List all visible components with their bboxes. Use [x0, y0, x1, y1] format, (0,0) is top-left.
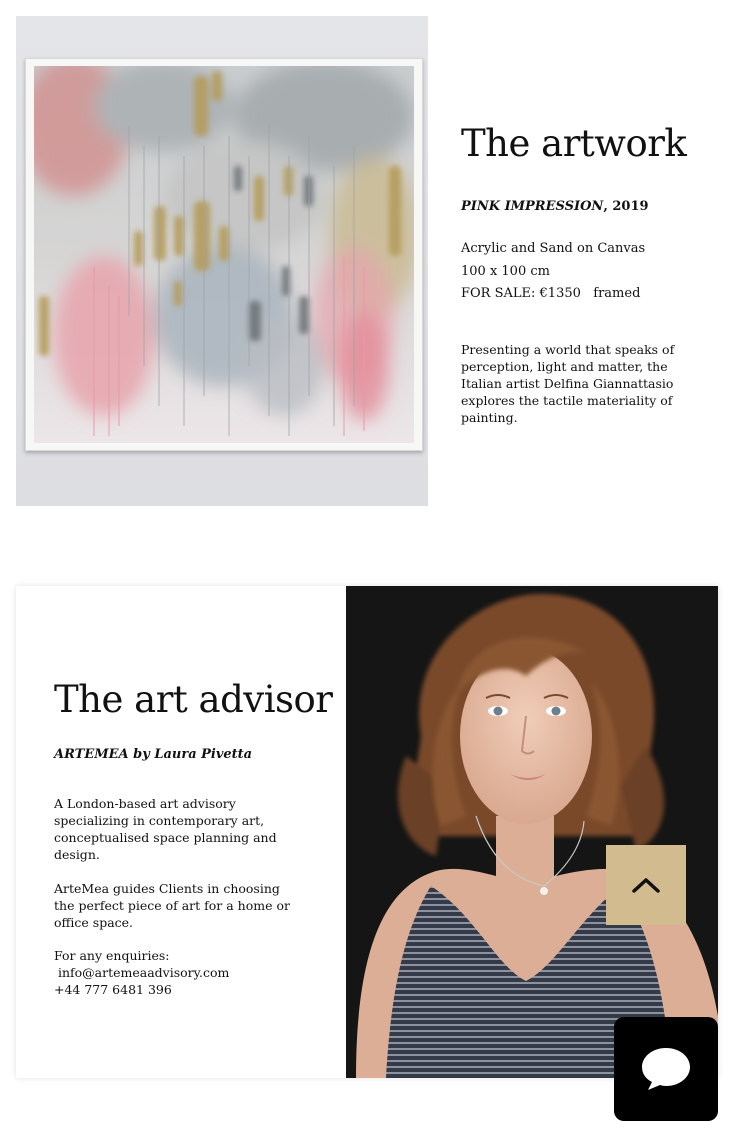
- artwork-specs: [461, 238, 645, 306]
- contact-email[interactable]: info@artemeaadvisory.com: [54, 965, 230, 980]
- contact-phone[interactable]: +44 777 6481 396: [54, 982, 172, 997]
- advisor-subtitle: ARTEMEA by Laura Pivetta: [54, 747, 253, 762]
- advisor-heading: The art advisor: [54, 678, 333, 721]
- scroll-to-top-button[interactable]: [606, 845, 686, 925]
- chevron-up-icon: [631, 876, 661, 894]
- artwork-sale: FOR SALE: €1350 framed: [461, 286, 641, 301]
- artwork-description: Presenting a world that speaks of perception, light and matter, the Italian artist Delfina Giannattasio explores the tactile materiality of painting.: [461, 342, 675, 425]
- portrait-illustration: [346, 586, 718, 1078]
- advisor-services: ArteMea guides Clients in choosing the perfect piece of art for a home or office space.: [54, 881, 290, 930]
- artwork-medium: Acrylic and Sand on Canvas: [461, 241, 646, 256]
- artwork-photo: [16, 16, 428, 506]
- enquiries-label: For any enquiries:: [54, 948, 170, 963]
- advisor-portrait: [346, 586, 718, 1078]
- artwork-title: [461, 199, 649, 214]
- advisor-intro: A London-based art advisory specializing in contemporary art, conceptualised space planning and design.: [54, 796, 277, 862]
- advisor-contact: [54, 947, 304, 998]
- artwork-painting: [34, 66, 414, 443]
- chat-bubble-icon: [640, 1046, 692, 1092]
- artwork-dimensions: 100 x 100 cm: [461, 263, 550, 279]
- artwork-heading: The artwork: [461, 122, 687, 165]
- artwork-title-year: , 2019: [603, 199, 649, 214]
- artwork-title-name: PINK IMPRESSION: [461, 199, 604, 214]
- artwork-frame: [25, 58, 423, 451]
- chat-button[interactable]: [614, 1017, 718, 1121]
